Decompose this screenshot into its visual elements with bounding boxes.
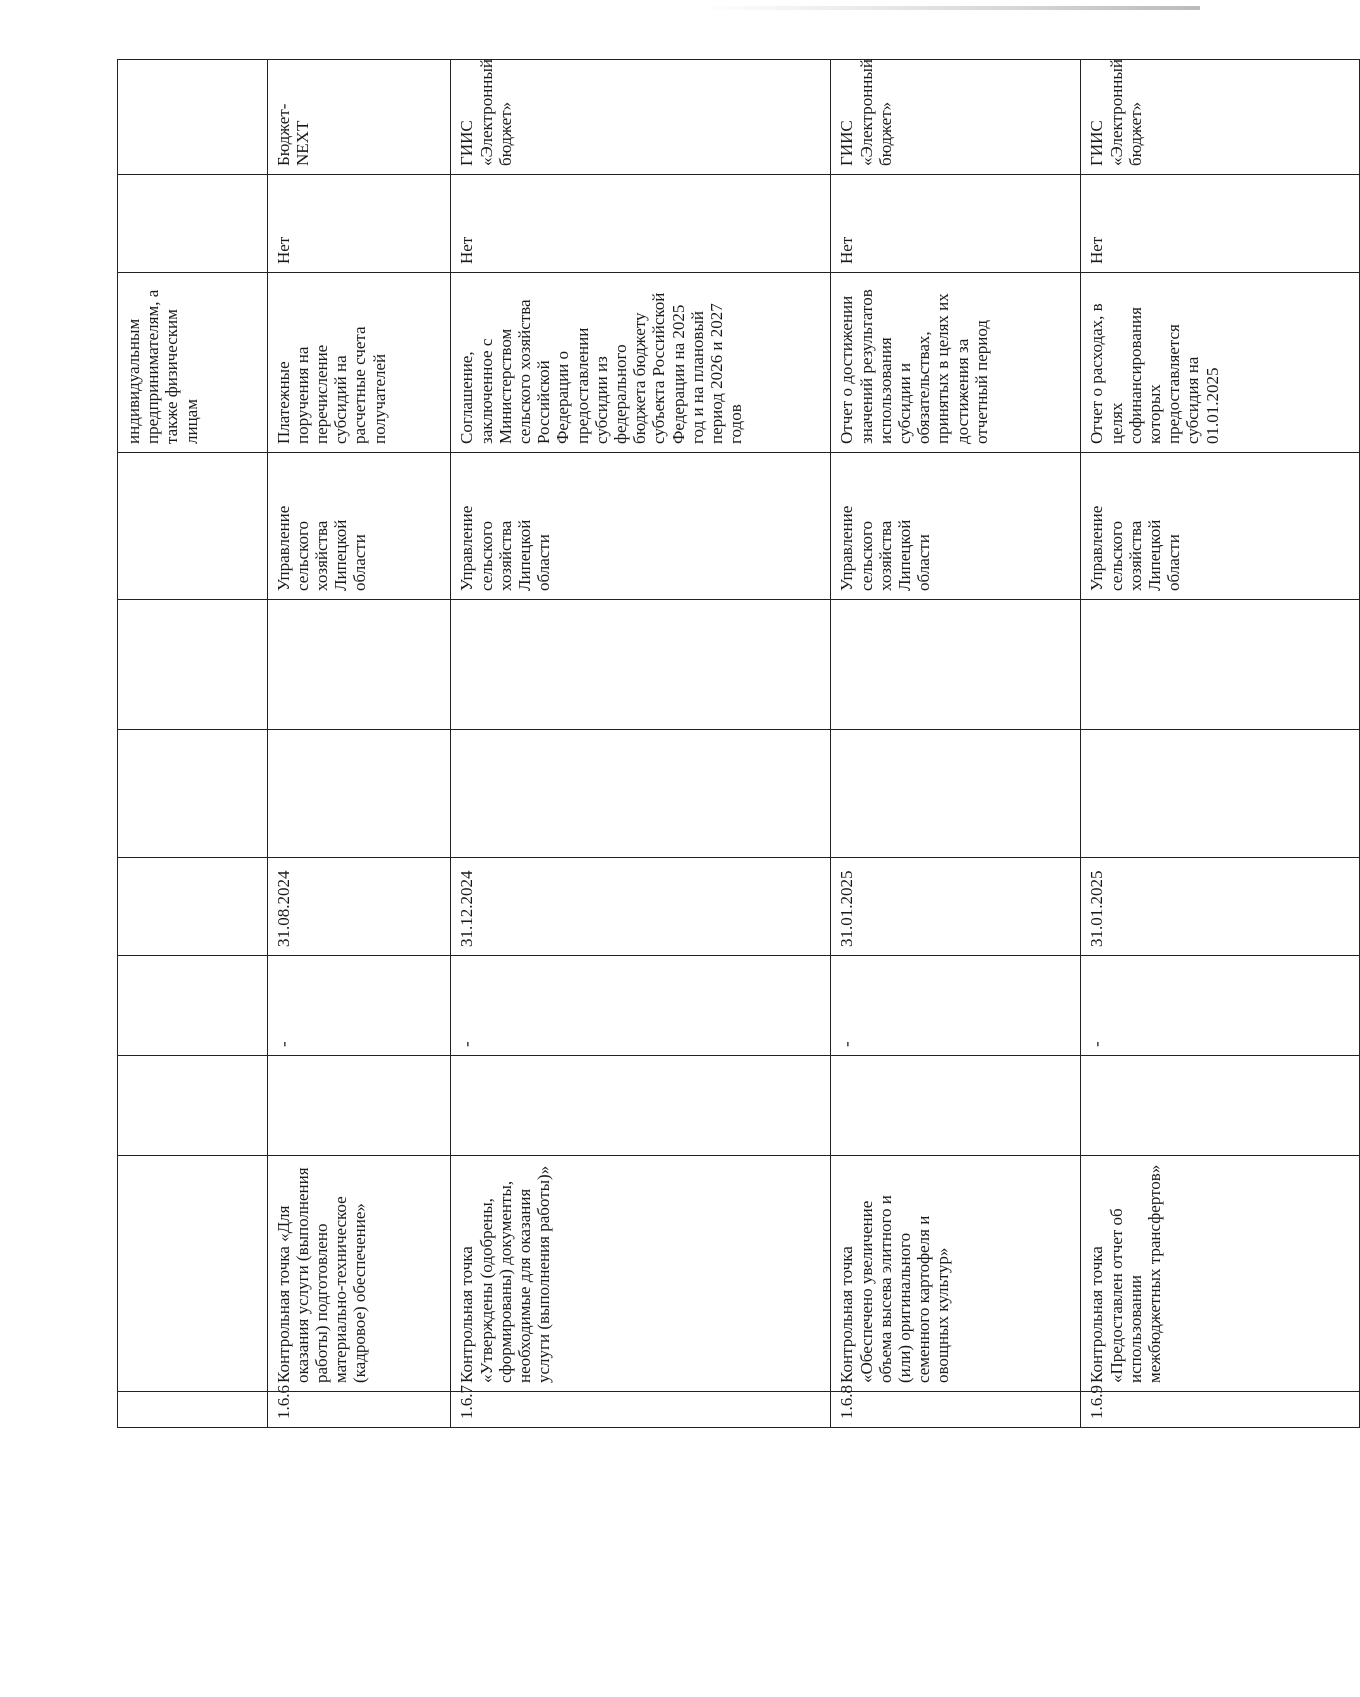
empty-cell [1081, 1056, 1360, 1156]
responsible-unit: Управление сельского хозяйства Липецкой области [451, 453, 831, 600]
row-number: 1.6.9 [1081, 1392, 1360, 1428]
control-point-name: Контрольная точка «Для оказания услуги (выполнения работы) подготовлено материально-техническое (кадровое) обеспечение» [267, 1156, 451, 1392]
rotated-table-container [117, 60, 1360, 1428]
dash-cell: - [831, 956, 1081, 1056]
table-row [831, 60, 1081, 1428]
dash-cell: - [451, 956, 831, 1056]
deadline-date [118, 858, 268, 956]
empty-cell [831, 730, 1081, 858]
table-row [1081, 60, 1360, 1428]
table-row [118, 60, 268, 1428]
table-row [451, 60, 831, 1428]
supporting-document: Платежные поручения на перечисление субсидий на расчетные счета получателей [267, 273, 451, 453]
dash-cell: - [1081, 956, 1360, 1056]
empty-cell [118, 1056, 268, 1156]
flag-value [118, 175, 268, 273]
empty-cell [1081, 600, 1360, 730]
deadline-date: 31.01.2025 [1081, 858, 1360, 956]
information-system: Бюджет-NEXT [267, 60, 451, 175]
empty-cell [451, 600, 831, 730]
empty-cell [267, 600, 451, 730]
empty-cell [118, 600, 268, 730]
supporting-document: Отчет о расходах, в целях софинансирования которых предоставляется субсидия на 01.01.2025 [1081, 273, 1360, 453]
information-system: ГИИС «Электронный бюджет» [831, 60, 1081, 175]
empty-cell [831, 1056, 1081, 1156]
control-points-table [117, 59, 1360, 1428]
control-point-name: Контрольная точка «Предоставлен отчет об использовании межбюджетных трансфертов» [1081, 1156, 1360, 1392]
empty-cell [1081, 730, 1360, 858]
deadline-date: 31.12.2024 [451, 858, 831, 956]
empty-cell [451, 730, 831, 858]
supporting-document: Соглашение, заключенное с Министерством сельского хозяйства Российской Федерации о предоставлении субсидии из федерального бюджета бюджету субъекта Российской Федерации на 2025 год и на плановый период 2026 и 2027 годов [451, 273, 831, 453]
empty-cell [831, 600, 1081, 730]
information-system: ГИИС «Электронный бюджет» [1081, 60, 1360, 175]
empty-cell [451, 1056, 831, 1156]
row-number: 1.6.8 [831, 1392, 1081, 1428]
supporting-document: индивидуальным предпринимателям, а также физическим лицам [118, 273, 268, 453]
deadline-date: 31.01.2025 [831, 858, 1081, 956]
dash-cell [118, 956, 268, 1056]
supporting-document: Отчет о достижении значений результатов использования субсидии и обязательствах, принятых в целях их достижения за отчетный период [831, 273, 1081, 453]
responsible-unit: Управление сельского хозяйства Липецкой области [831, 453, 1081, 600]
flag-value: Нет [831, 175, 1081, 273]
table-row [267, 60, 451, 1428]
row-number: 1.6.6 [267, 1392, 451, 1428]
responsible-unit: Управление сельского хозяйства Липецкой области [267, 453, 451, 600]
deadline-date: 31.08.2024 [267, 858, 451, 956]
empty-cell [267, 1056, 451, 1156]
empty-cell [267, 730, 451, 858]
row-number: 1.6.7 [451, 1392, 831, 1428]
scan-edge [700, 6, 1200, 10]
control-point-name: Контрольная точка «Утверждены (одобрены, сформированы) документы, необходимые для оказания услуги (выполнения работы)» [451, 1156, 831, 1392]
responsible-unit [118, 453, 268, 600]
information-system [118, 60, 268, 175]
control-point-name: Контрольная точка «Обеспечено увеличение объема высева элитного и (или) оригинального семенного картофеля и овощных культур» [831, 1156, 1081, 1392]
flag-value: Нет [451, 175, 831, 273]
information-system: ГИИС «Электронный бюджет» [451, 60, 831, 175]
dash-cell: - [267, 956, 451, 1056]
responsible-unit: Управление сельского хозяйства Липецкой области [1081, 453, 1360, 600]
flag-value: Нет [267, 175, 451, 273]
empty-cell [118, 730, 268, 858]
flag-value: Нет [1081, 175, 1360, 273]
row-number [118, 1392, 268, 1428]
control-point-name [118, 1156, 268, 1392]
